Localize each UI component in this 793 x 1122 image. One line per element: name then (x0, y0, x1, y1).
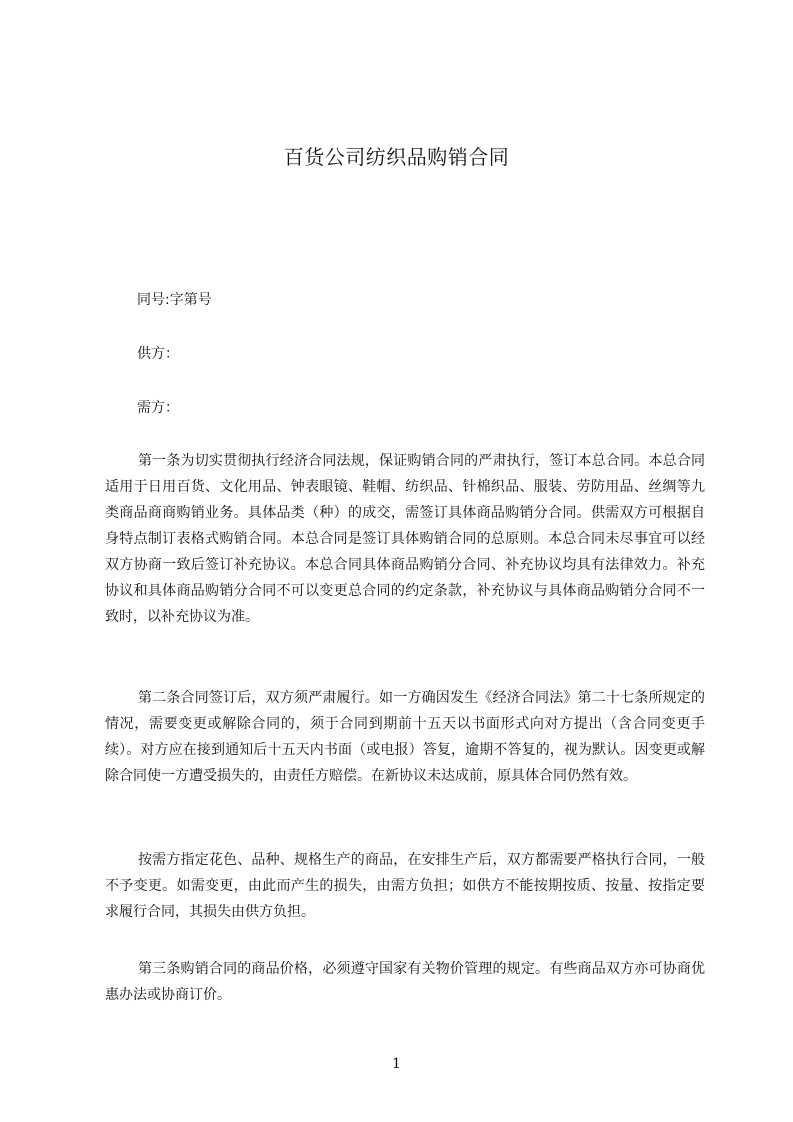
article-2-paragraph: 第二条合同签订后，双方须严肃履行。如一方确因发生《经济合同法》第二十七条所规定的情况，需要变更或解除合同的，须于合同到期前十五天以书面形式向对方提出（含合同变更手续）。对方应在接到通知后十五天内书面（或电报）答复，逾期不答复的，视为默认。因变更或解除合同使一方遭受损失的，由责任方赔偿。在新协议未达成前，原具体合同仍然有效。 (105, 690, 705, 784)
supplier-field: 供方： (137, 346, 179, 362)
buyer-field: 需方： (137, 400, 179, 416)
article-1-paragraph: 第一条为切实贯彻执行经济合同法规，保证购销合同的严肃执行，签订本总合同。本总合同适用于日用百货、文化用品、钟表眼镜、鞋帽、纺织品、针棉织品、服装、劳防用品、丝绸等九类商品商商购销业务。具体品类（种）的成交，需签订具体商品购销分合同。供需双方可根据自身特点制订表格式购销合同。本总合同是签订具体购销合同的总原则。本总合同未尽事宜可以经双方协商一致后签订补充协议。本总合同具体商品购销分合同、补充协议均具有法律效力。补充协议和具体商品购销分合同不可以变更总合同的约定条款，补充协议与具体商品购销分合同不一致时，以补充协议为准。 (105, 453, 705, 625)
document-title: 百货公司纺织品购销合同 (283, 145, 510, 169)
contract-number-field: 同号:字第号 (137, 292, 212, 308)
custom-order-paragraph: 按需方指定花色、品种、规格生产的商品，在安排生产后，双方都需要严格执行合同，一般不予变更。如需变更，由此而产生的损失，由需方负担；如供方不能按期按质、按量、按指定要求履行合同，其损失由供方负担。 (105, 852, 705, 920)
page-number: 1 (392, 1056, 401, 1072)
article-3-paragraph: 第三条购销合同的商品价格，必须遵守国家有关物价管理的规定。有些商品双方亦可协商优惠办法或协商订价。 (105, 961, 705, 1003)
